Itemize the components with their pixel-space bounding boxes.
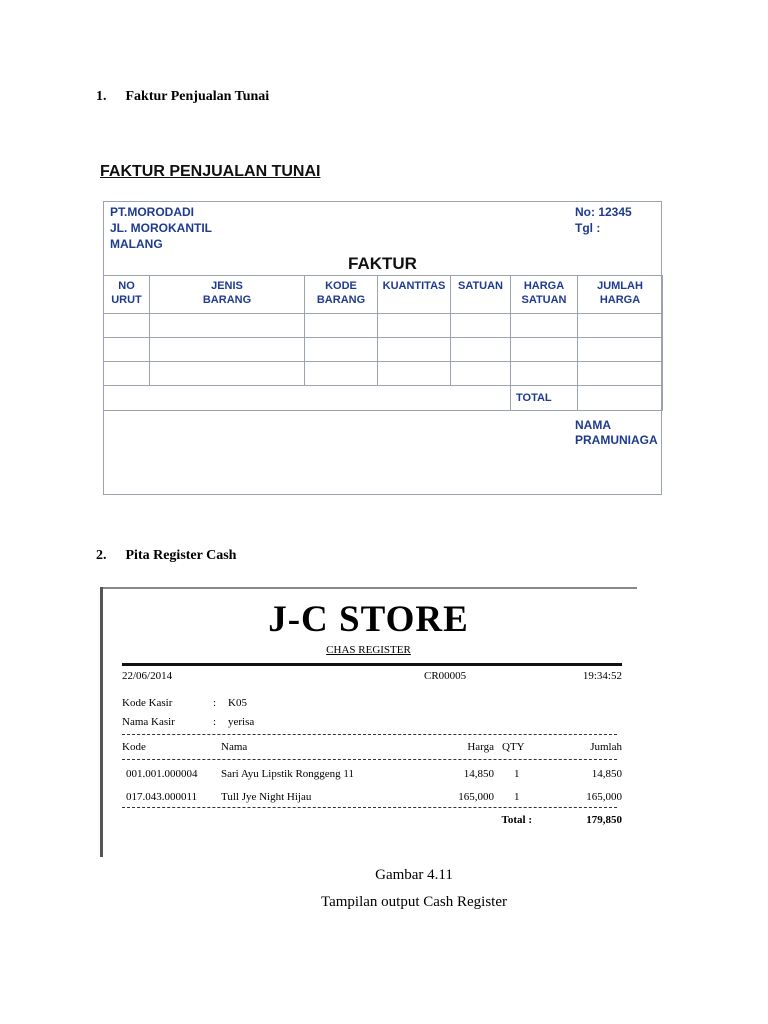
receipt-divider (122, 807, 617, 808)
invoice-date-label: Tgl : (575, 221, 601, 235)
faktur-table (103, 275, 663, 411)
register-subtitle: CHAS REGISTER (326, 644, 411, 656)
kode-kasir-value: K05 (228, 697, 247, 709)
total-row-spacer (104, 386, 511, 411)
nama-kasir-colon: : (213, 716, 217, 728)
receipt-header-rule (122, 663, 622, 666)
company-city: MALANG (110, 237, 163, 251)
store-name: J-C STORE (268, 599, 469, 640)
table-row (104, 314, 663, 338)
section-1-title: Faktur Penjualan Tunai (125, 89, 270, 104)
total-row (104, 386, 663, 411)
figure-caption: Tampilan output Cash Register (320, 894, 507, 910)
header-kode: Kode (122, 741, 146, 753)
col-header-satuan: SATUAN (451, 276, 511, 314)
col-header-kode-barang: KODE BARANG (305, 276, 378, 314)
item-2-harga: 165,000 (458, 791, 494, 803)
col-header-harga-satuan: HARGA SATUAN (511, 276, 578, 314)
faktur-heading: FAKTUR (348, 254, 417, 273)
table-row (104, 362, 663, 386)
nama-kasir-label: Nama Kasir (122, 716, 175, 728)
company-street: JL. MOROKANTIL (110, 221, 212, 235)
section-2-title: Pita Register Cash (125, 548, 237, 563)
faktur-title: FAKTUR PENJUALAN TUNAI (100, 163, 321, 180)
header-qty: QTY (502, 741, 525, 753)
receipt-total-value: 179,850 (586, 814, 622, 826)
receipt-divider (122, 759, 617, 760)
section-1-number: 1. (96, 89, 107, 104)
col-header-no-urut: NO URUT (104, 276, 150, 314)
table-row (104, 338, 663, 362)
figure-number: Gambar 4.11 (375, 867, 453, 883)
company-name: PT.MORODADI (110, 205, 194, 219)
section-2-number: 2. (96, 548, 107, 563)
receipt-time: 19:34:52 (582, 670, 622, 682)
invoice-number: No: 12345 (575, 205, 632, 219)
item-2-qty: 1 (514, 791, 520, 803)
total-value-cell (578, 386, 663, 411)
item-1-jumlah: 14,850 (591, 768, 622, 780)
item-1-kode: 001.001.000004 (126, 768, 198, 780)
item-1-qty: 1 (514, 768, 520, 780)
pramuniaga-label: PRAMUNIAGA (575, 433, 658, 447)
header-jumlah: Jumlah (590, 741, 622, 753)
kode-kasir-label: Kode Kasir (122, 697, 173, 709)
receipt-code: CR00005 (424, 670, 467, 682)
col-header-kuantitas: KUANTITAS (378, 276, 451, 314)
nama-kasir-value: yerisa (228, 716, 255, 728)
item-1-nama: Sari Ayu Lipstik Ronggeng 11 (221, 768, 355, 780)
receipt-date: 22/06/2014 (122, 670, 173, 682)
receipt-top-border (100, 587, 637, 589)
receipt-divider (122, 734, 617, 735)
salesperson-signature (575, 418, 658, 448)
nama-label: NAMA (575, 418, 611, 432)
item-2-nama: Tull Jye Night Hijau (221, 791, 312, 803)
kode-kasir-colon: : (213, 697, 217, 709)
col-header-jumlah-harga: JUMLAH HARGA (578, 276, 663, 314)
col-header-jenis-barang: JENIS BARANG (150, 276, 305, 314)
section-2-heading (96, 548, 236, 564)
section-1-heading (96, 89, 269, 105)
header-nama: Nama (221, 741, 248, 753)
item-2-kode: 017.043.000011 (126, 791, 198, 803)
invoice-meta (575, 204, 632, 236)
faktur-header-row (104, 276, 663, 314)
total-label: TOTAL (511, 386, 578, 411)
item-1-harga: 14,850 (463, 768, 494, 780)
item-2-jumlah: 165,000 (586, 791, 622, 803)
receipt-total-label: Total : (501, 814, 532, 826)
company-info (110, 204, 212, 252)
header-harga: Harga (467, 741, 494, 753)
